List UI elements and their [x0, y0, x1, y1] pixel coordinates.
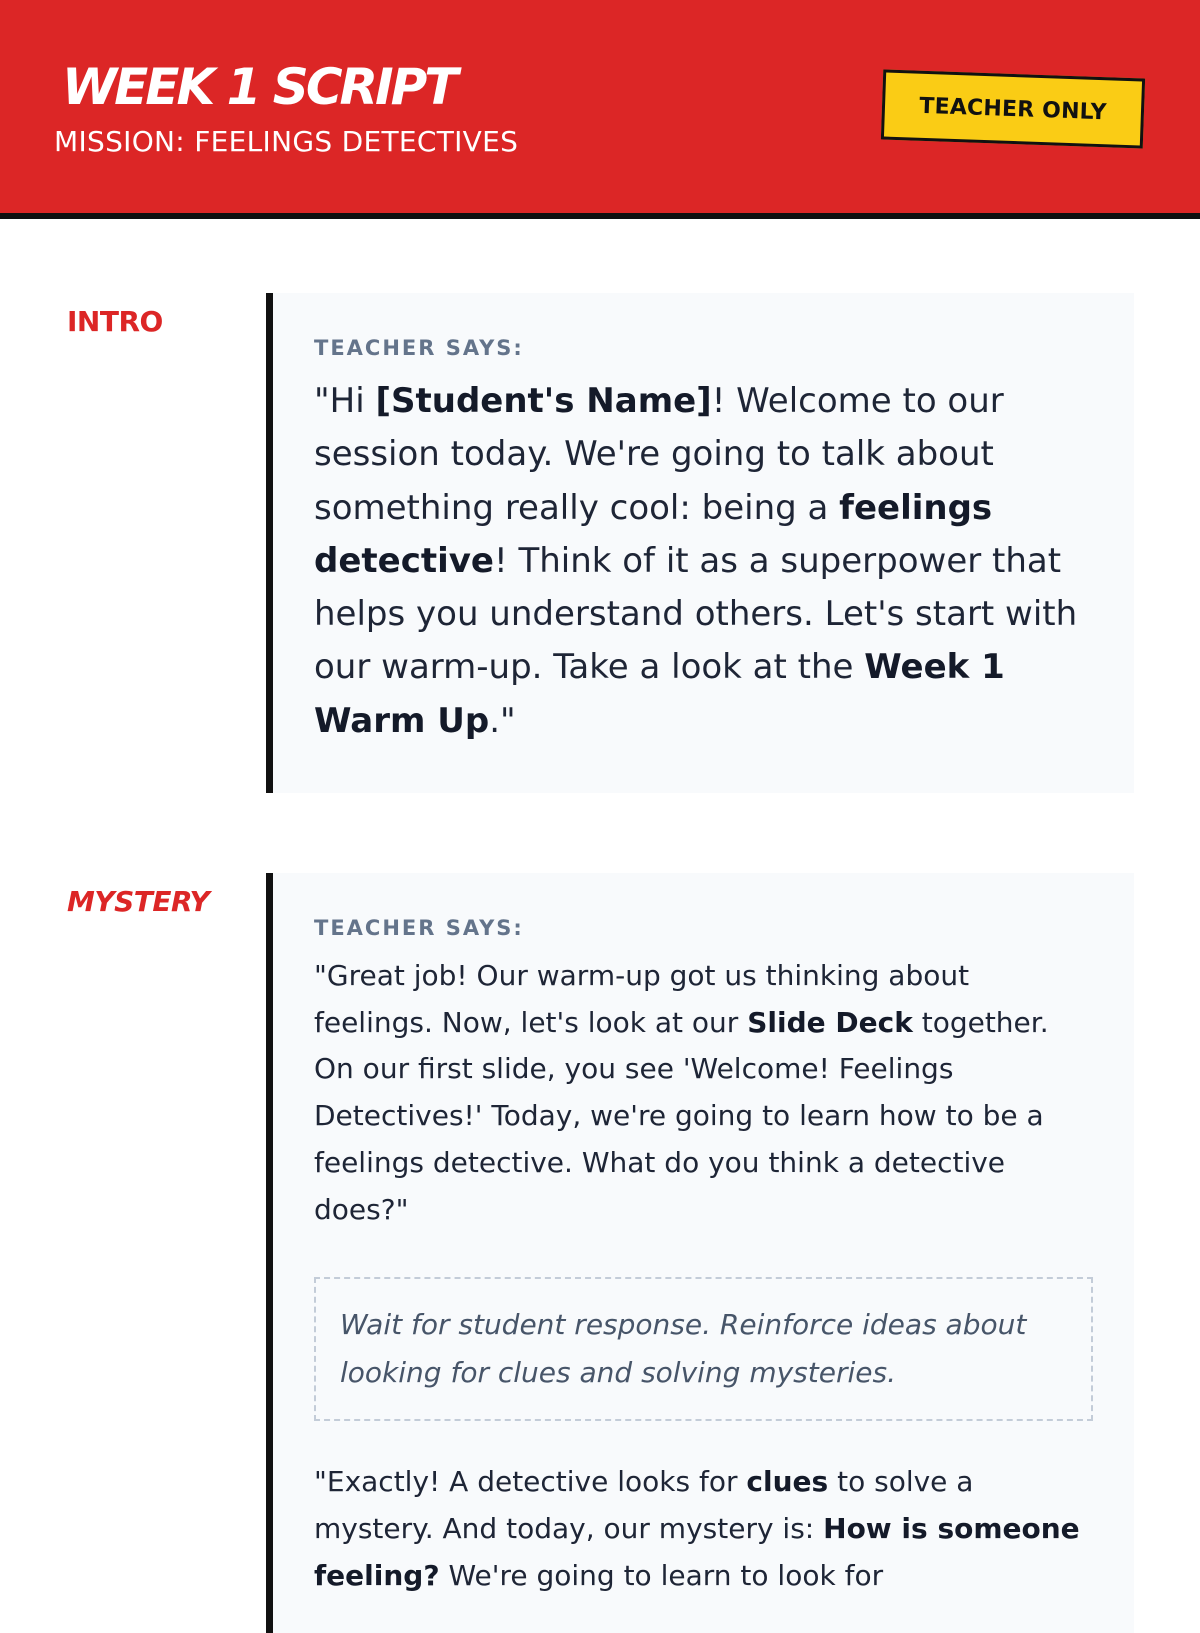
header-banner [0, 0, 1200, 219]
section-label-mystery: MYSTERY [67, 885, 210, 918]
script-paragraph [314, 375, 1094, 748]
body-text: ." [489, 700, 516, 741]
section-label-intro: INTRO [67, 305, 163, 338]
body-text: ! Think of it as a superpower that helps you understand others. Let's start with our warm-up. Take a look at the [314, 540, 1078, 688]
emphasis-text: How is someone feeling? [314, 1511, 1080, 1592]
body-text: "Great job! Our warm-up got us thinking about feelings. Now, let's look at our [314, 959, 970, 1039]
teacher-only-badge: TEACHER ONLY [881, 69, 1145, 148]
body-text: "Exactly! A detective looks for [314, 1465, 747, 1499]
teacher-says-label: TEACHER SAYS: [314, 916, 524, 940]
body-text: We're going to learn to look for [439, 1558, 884, 1592]
script-paragraph [314, 953, 1094, 1233]
emphasis-text: [Student's Name] [375, 381, 712, 421]
body-text: to solve a mystery. And today, our mystery is: [314, 1465, 974, 1545]
emphasis-text: Slide Deck [747, 1005, 913, 1039]
emphasis-text: Week 1 Warm Up [314, 647, 1005, 741]
page-title: WEEK 1 SCRIPT [62, 58, 456, 116]
teacher-says-label: TEACHER SAYS: [314, 336, 524, 360]
script-card-intro [266, 293, 1134, 793]
script-card-mystery [266, 873, 1134, 1633]
page-subtitle: MISSION: FEELINGS DETECTIVES [54, 125, 519, 158]
body-text: ! Welcome to our session today. We're going to talk about something really cool: being a [314, 381, 1004, 528]
emphasis-text: clues [746, 1465, 829, 1499]
body-text: together. On our first slide, you see 'Welcome! Feelings Detectives!' Today, we're going to learn how to be a feelings detective. What do you think a detective does?" [314, 1005, 1049, 1226]
teacher-note-box [314, 1277, 1093, 1421]
emphasis-text: feelings detective [314, 487, 993, 581]
script-paragraph [314, 1459, 1094, 1599]
teacher-note-text: Wait for student response. Reinforce ideas about looking for clues and solving mysteries. [340, 1308, 1027, 1390]
body-text: "Hi [314, 381, 376, 421]
